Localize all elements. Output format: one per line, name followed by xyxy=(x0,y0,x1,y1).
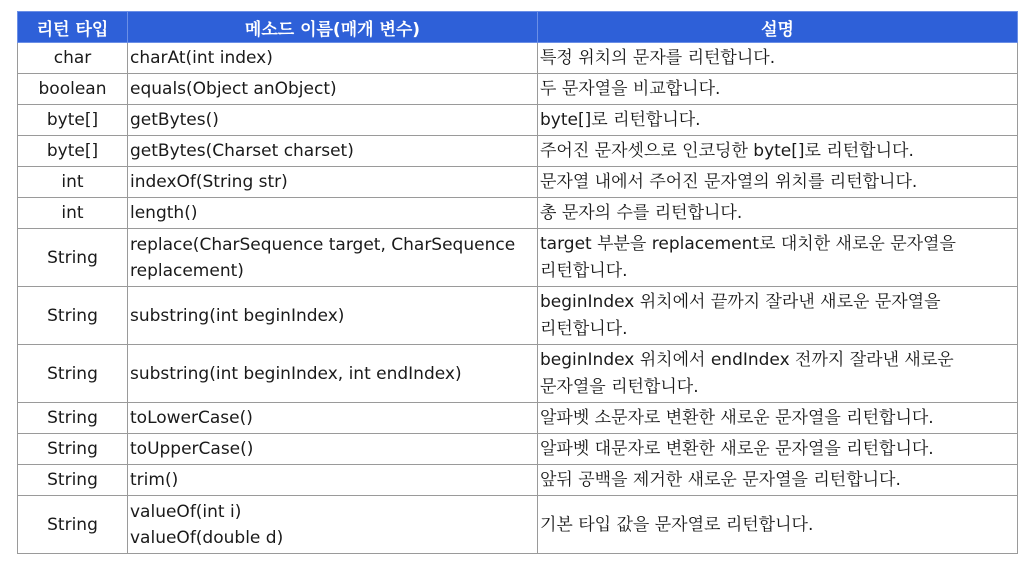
string-methods-table xyxy=(17,11,1018,554)
cell-return-type: String xyxy=(18,496,128,554)
cell-description: 문자열 내에서 주어진 문자열의 위치를 리턴합니다. xyxy=(538,167,1018,198)
method-signature: toLowerCase() xyxy=(130,408,253,428)
header-method-name: 메소드 이름(매개 변수) xyxy=(128,12,538,43)
table-row xyxy=(18,345,1018,403)
cell-return-type: String xyxy=(18,229,128,287)
cell-method xyxy=(128,434,538,465)
cell-description: 알파벳 소문자로 변환한 새로운 문자열을 리턴합니다. xyxy=(538,403,1018,434)
cell-method xyxy=(128,43,538,74)
method-signature: length() xyxy=(130,203,198,223)
cell-method xyxy=(128,105,538,136)
method-signature: trim() xyxy=(130,470,179,490)
table-row xyxy=(18,74,1018,105)
header-row xyxy=(18,12,1018,43)
table-row xyxy=(18,43,1018,74)
cell-return-type: byte[] xyxy=(18,105,128,136)
cell-method xyxy=(128,465,538,496)
table-row xyxy=(18,434,1018,465)
method-signature: valueOf(int i) xyxy=(130,502,242,522)
cell-method xyxy=(128,167,538,198)
header-description: 설명 xyxy=(538,12,1018,43)
method-signature: indexOf(String str) xyxy=(130,172,288,192)
cell-return-type: String xyxy=(18,345,128,403)
cell-return-type: int xyxy=(18,167,128,198)
cell-method xyxy=(128,74,538,105)
table-row xyxy=(18,465,1018,496)
method-signature: substring(int beginIndex, int endIndex) xyxy=(130,364,462,384)
cell-return-type: String xyxy=(18,403,128,434)
cell-description: 기본 타입 값을 문자열로 리턴합니다. xyxy=(538,496,1018,554)
cell-description: byte[]로 리턴합니다. xyxy=(538,105,1018,136)
table-row xyxy=(18,198,1018,229)
cell-return-type: String xyxy=(18,465,128,496)
cell-return-type: int xyxy=(18,198,128,229)
cell-method xyxy=(128,229,538,287)
cell-return-type: char xyxy=(18,43,128,74)
header-return-type: 리턴 타입 xyxy=(18,12,128,43)
cell-description: 앞뒤 공백을 제거한 새로운 문자열을 리턴합니다. xyxy=(538,465,1018,496)
cell-description: 총 문자의 수를 리턴합니다. xyxy=(538,198,1018,229)
method-signature: valueOf(double d) xyxy=(130,528,284,548)
cell-method xyxy=(128,287,538,345)
table-row xyxy=(18,136,1018,167)
cell-method xyxy=(128,198,538,229)
cell-description: beginIndex 위치에서 endIndex 전까지 잘라낸 새로운 문자열을 리턴합니다. xyxy=(538,345,1018,403)
table-row xyxy=(18,496,1018,554)
table-row xyxy=(18,287,1018,345)
cell-description: 알파벳 대문자로 변환한 새로운 문자열을 리턴합니다. xyxy=(538,434,1018,465)
cell-description: 주어진 문자셋으로 인코딩한 byte[]로 리턴합니다. xyxy=(538,136,1018,167)
cell-return-type: boolean xyxy=(18,74,128,105)
cell-method xyxy=(128,403,538,434)
cell-return-type: byte[] xyxy=(18,136,128,167)
cell-description: beginIndex 위치에서 끝까지 잘라낸 새로운 문자열을 리턴합니다. xyxy=(538,287,1018,345)
cell-return-type: String xyxy=(18,434,128,465)
method-signature: equals(Object anObject) xyxy=(130,79,337,99)
method-signature: substring(int beginIndex) xyxy=(130,306,345,326)
method-signature: getBytes(Charset charset) xyxy=(130,141,354,161)
method-signature: getBytes() xyxy=(130,110,219,130)
method-signature: replace(CharSequence target, CharSequence replacement) xyxy=(130,235,516,281)
cell-description: 특정 위치의 문자를 리턴합니다. xyxy=(538,43,1018,74)
cell-method xyxy=(128,136,538,167)
cell-return-type: String xyxy=(18,287,128,345)
table-row xyxy=(18,167,1018,198)
table-row xyxy=(18,229,1018,287)
method-signature: charAt(int index) xyxy=(130,48,273,68)
cell-method xyxy=(128,496,538,554)
cell-description: target 부분을 replacement로 대치한 새로운 문자열을 리턴합니다. xyxy=(538,229,1018,287)
cell-description: 두 문자열을 비교합니다. xyxy=(538,74,1018,105)
table-row xyxy=(18,403,1018,434)
table-row xyxy=(18,105,1018,136)
string-methods-table-wrapper xyxy=(17,11,1018,554)
cell-method xyxy=(128,345,538,403)
method-signature: toUpperCase() xyxy=(130,439,254,459)
